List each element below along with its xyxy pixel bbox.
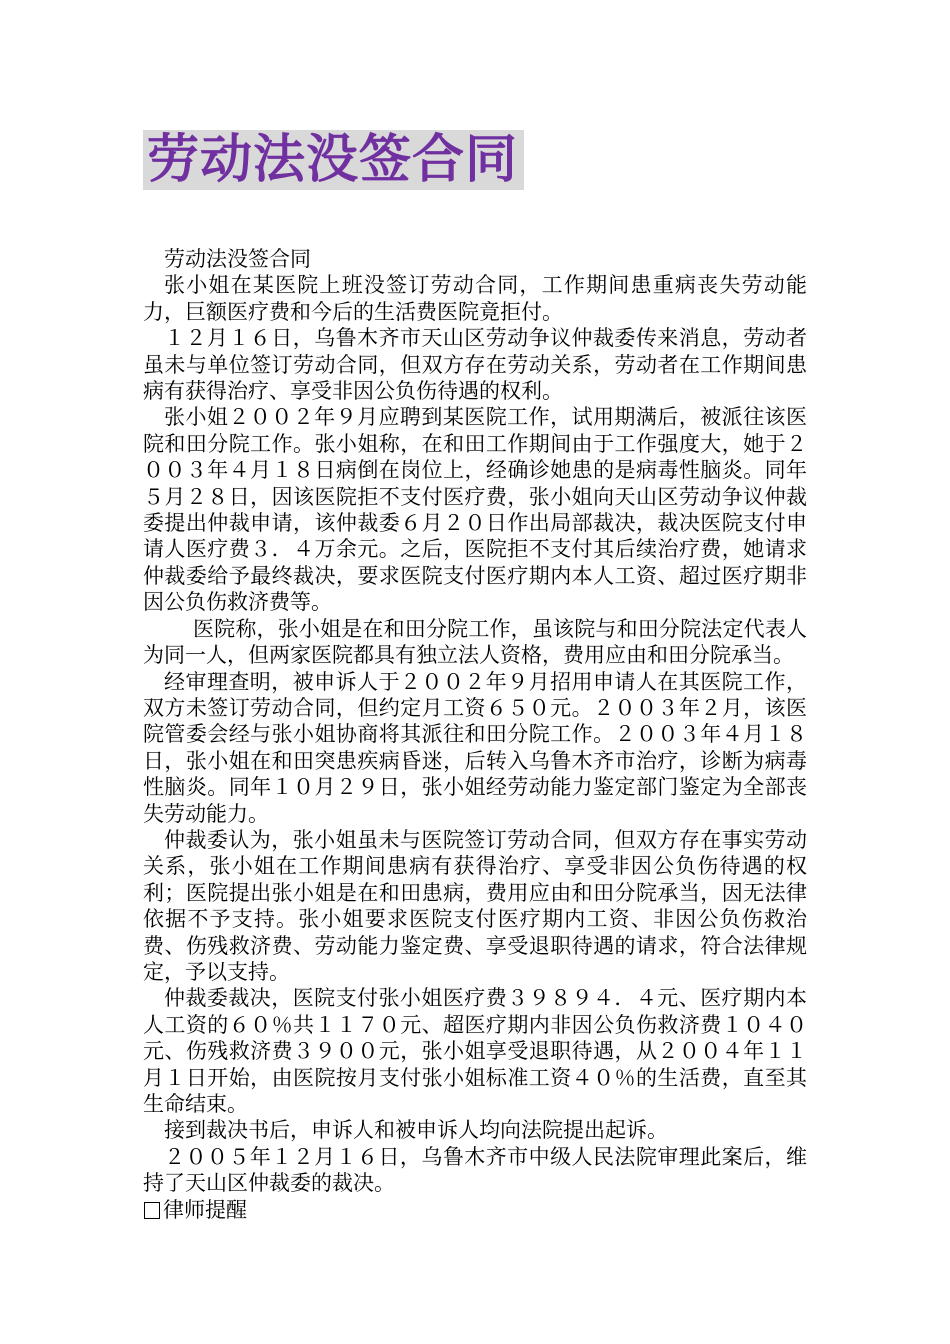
document-body [143, 246, 807, 1223]
lawyer-tips-label: 律师提醒 [163, 1197, 247, 1222]
paragraph: 经审理查明，被申诉人于２００２年９月招用申请人在其医院工作，双方未签订劳动合同，但约定月工资６５０元。２００３年２月，该医院管委会经与张小姐协商将其派往和田分院工作。２００３年４月１８日，张小姐在和田突患疾病昏迷，后转入乌鲁木齐市治疗，诊断为病毒性脑炎。同年１０月２９日，张小姐经劳动能力鉴定部门鉴定为全部丧失劳动能力。 [143, 669, 807, 826]
paragraph: ２００５年１２月１６日，乌鲁木齐市中级人民法院审理此案后，维持了天山区仲裁委的裁决。 [143, 1144, 807, 1196]
paragraph: 仲裁委裁决，医院支付张小姐医疗费３９８９４．４元、医疗期内本人工资的６０％共１１７０元、超医疗期内非因公负伤救济费１０４０元、伤残救济费３９００元，张小姐享受退职待遇，从２００４年１１月１日开始，由医院按月支付张小姐标准工资４０％的生活费，直至其生命结束。 [143, 986, 807, 1116]
paragraph: 仲裁委认为，张小姐虽未与医院签订劳动合同，但双方存在事实劳动关系，张小姐在工作期间患病有获得治疗、享受非因公负伤待遇的权利；医院提出张小姐是在和田患病，费用应由和田分院承当，因无法律依据不予支持。张小姐要求医院支付医疗期内工资、非因公负伤救治费、伤残救济费、劳动能力鉴定费、享受退职待遇的请求，符合法律规定，予以支持。 [143, 827, 807, 984]
paragraph-subtitle: 劳动法没签合同 [164, 247, 311, 271]
paragraph: 张小姐２００２年９月应聘到某医院工作，试用期满后，被派往该医院和田分院工作。张小姐称，在和田工作期间由于工作强度大，她于２００３年４月１８日病倒在岗位上，经确诊她患的是病毒性脑炎。同年５月２８日，因该医院拒不支付医疗费，张小姐向天山区劳动争议仲裁委提出仲裁申请，该仲裁委６月２０日作出局部裁决，裁决医院支付申请人医疗费３．４万余元。之后，医院拒不支付其后续治疗费，她请求仲裁委给予最终裁决，要求医院支付医疗期内本人工资、超过医疗期非因公负伤救济费等。 [143, 405, 807, 615]
lawyer-tips-heading [143, 1197, 807, 1223]
page-title: 劳动法没签合同 [147, 130, 519, 190]
paragraph: 医院称，张小姐是在和田分院工作，虽该院与和田分院法定代表人为同一人，但两家医院都具有独立法人资格，费用应由和田分院承当。 [143, 616, 807, 668]
paragraph: 张小姐在某医院上班没签订劳动合同，工作期间患重病丧失劳动能力，巨额医疗费和今后的生活费医院竟拒付。 [143, 273, 807, 324]
title-highlight [143, 130, 524, 190]
checkbox-icon [144, 1202, 160, 1219]
paragraph: 接到裁决书后，申诉人和被申诉人均向法院提出起诉。 [164, 1118, 668, 1143]
paragraph: １２月１６日，乌鲁木齐市天山区劳动争议仲裁委传来消息，劳动者虽未与单位签订劳动合同，但双方存在劳动关系，劳动者在工作期间患病有获得治疗、享受非因公负伤待遇的权利。 [143, 326, 807, 404]
